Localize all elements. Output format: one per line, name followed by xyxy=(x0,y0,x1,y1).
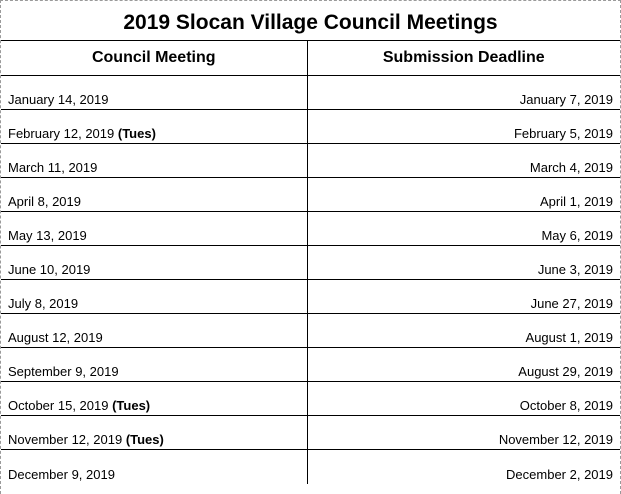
council-meeting-cell xyxy=(1,76,307,110)
meeting-day-note: (Tues) xyxy=(117,126,156,141)
submission-deadline-cell: August 1, 2019 xyxy=(307,314,620,348)
column-header-submission-deadline: Submission Deadline xyxy=(307,41,620,76)
submission-deadline-cell: May 6, 2019 xyxy=(307,212,620,246)
meeting-date: April 8, 2019 xyxy=(8,194,81,209)
table-row xyxy=(1,212,620,246)
table-row xyxy=(1,280,620,314)
table-row xyxy=(1,314,620,348)
submission-deadline-cell: October 8, 2019 xyxy=(307,382,620,416)
table-row xyxy=(1,450,620,484)
meeting-date: December 9, 2019 xyxy=(8,466,115,482)
meeting-day-note: (Tues) xyxy=(112,398,151,413)
council-meeting-cell xyxy=(1,144,307,178)
council-meeting-cell xyxy=(1,450,307,484)
council-meeting-cell xyxy=(1,212,307,246)
meeting-date: February 12, 2019 xyxy=(8,126,115,141)
table-row xyxy=(1,110,620,144)
table-row xyxy=(1,416,620,450)
submission-deadline-cell: August 29, 2019 xyxy=(307,348,620,382)
table-row xyxy=(1,76,620,110)
submission-deadline-cell: November 12, 2019 xyxy=(307,416,620,450)
table-row xyxy=(1,144,620,178)
council-meeting-cell xyxy=(1,382,307,416)
table-row xyxy=(1,348,620,382)
meeting-date: May 13, 2019 xyxy=(8,228,87,243)
page-title: 2019 Slocan Village Council Meetings xyxy=(1,1,620,41)
meeting-date: September 9, 2019 xyxy=(8,364,119,379)
table-row xyxy=(1,246,620,280)
council-meeting-cell xyxy=(1,348,307,382)
submission-deadline-cell: April 1, 2019 xyxy=(307,178,620,212)
meeting-date: November 12, 2019 xyxy=(8,432,123,447)
meeting-date: October 15, 2019 xyxy=(8,398,109,413)
council-meeting-cell xyxy=(1,246,307,280)
council-meeting-cell xyxy=(1,280,307,314)
meeting-date: July 8, 2019 xyxy=(8,296,79,311)
council-meeting-cell xyxy=(1,178,307,212)
council-meeting-cell xyxy=(1,416,307,450)
submission-deadline-cell: June 27, 2019 xyxy=(307,280,620,314)
meeting-day-note: (Tues) xyxy=(125,432,164,447)
table-row xyxy=(1,382,620,416)
submission-deadline-cell: January 7, 2019 xyxy=(307,76,620,110)
column-header-council-meeting: Council Meeting xyxy=(1,41,307,76)
table-row xyxy=(1,178,620,212)
meeting-date: March 11, 2019 xyxy=(8,160,98,175)
meeting-date: August 12, 2019 xyxy=(8,330,103,345)
header-row xyxy=(1,41,620,76)
submission-deadline-cell: June 3, 2019 xyxy=(307,246,620,280)
submission-deadline-cell: March 4, 2019 xyxy=(307,144,620,178)
council-meeting-cell xyxy=(1,314,307,348)
meeting-date: January 14, 2019 xyxy=(8,92,109,107)
meeting-table xyxy=(1,41,620,484)
council-meeting-cell xyxy=(1,110,307,144)
submission-deadline-cell: December 2, 2019 xyxy=(506,466,613,482)
meeting-date: June 10, 2019 xyxy=(8,262,91,277)
submission-deadline-cell: February 5, 2019 xyxy=(307,110,620,144)
